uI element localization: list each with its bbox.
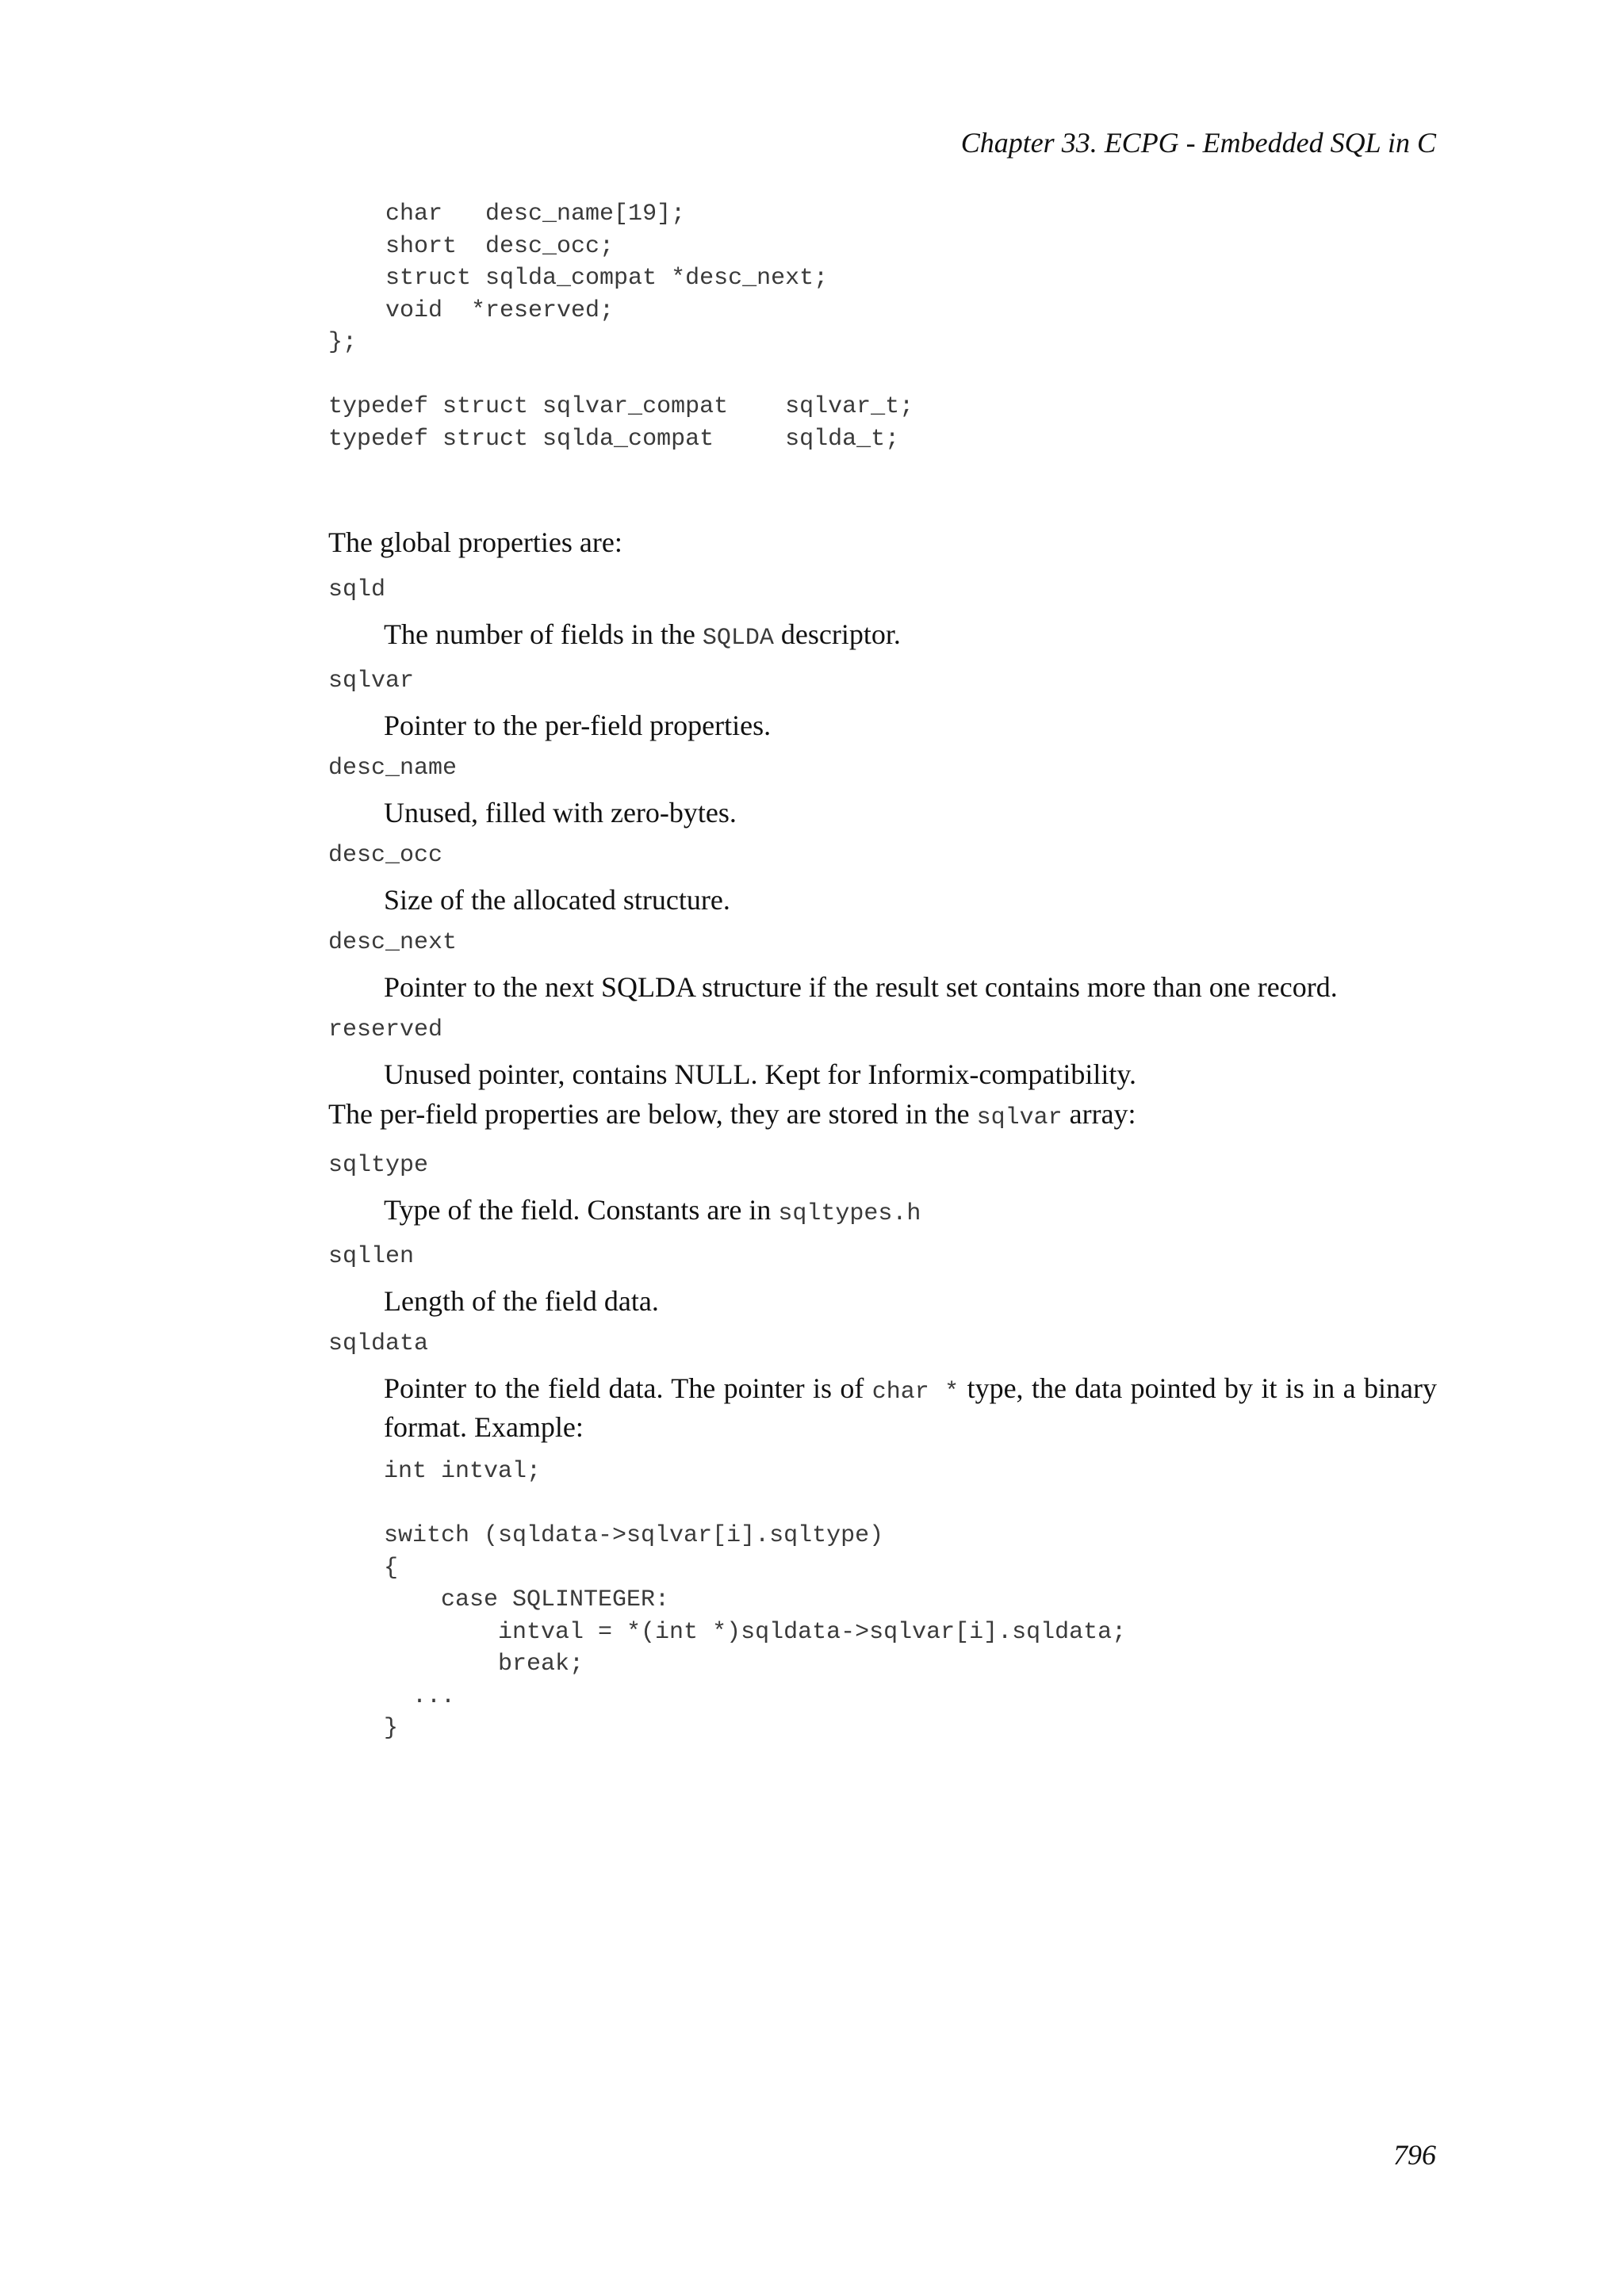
definition-sqltype bbox=[384, 1192, 1438, 1231]
term-sqlvar: sqlvar bbox=[328, 668, 415, 695]
definition-text: Type of the field. Constants are in bbox=[384, 1194, 779, 1226]
definition-text: descriptor. bbox=[773, 618, 901, 650]
definition-desc-occ: Size of the allocated structure. bbox=[384, 884, 730, 916]
definition-text: Pointer to the field data. The pointer is of bbox=[384, 1372, 872, 1404]
global-properties-intro: The global properties are: bbox=[328, 526, 622, 558]
definition-sqlvar: Pointer to the per-field properties. bbox=[384, 710, 772, 741]
intro-text: array: bbox=[1062, 1098, 1136, 1130]
perfield-properties-intro bbox=[328, 1096, 1438, 1135]
inline-code: sqlvar bbox=[976, 1104, 1063, 1131]
perfield-properties-list bbox=[328, 1150, 1438, 1745]
term-sqldata: sqldata bbox=[328, 1330, 429, 1357]
definition-text: The number of fields in the bbox=[384, 618, 703, 650]
page-content bbox=[328, 198, 1438, 1745]
global-properties-list bbox=[328, 574, 1438, 1092]
inline-code: char * bbox=[871, 1379, 959, 1406]
definition-reserved: Unused pointer, contains NULL. Kept for Informix-compatibility. bbox=[384, 1058, 1137, 1090]
term-desc-next: desc_next bbox=[328, 929, 458, 956]
inline-code: SQLDA bbox=[702, 625, 774, 652]
intro-text: The per-field properties are below, they are stored in the bbox=[328, 1098, 977, 1130]
definition-sqllen: Length of the field data. bbox=[384, 1285, 659, 1317]
term-desc-occ: desc_occ bbox=[328, 842, 443, 869]
term-desc-name: desc_name bbox=[328, 755, 458, 782]
sqldata-example-code-block: int intval; switch (sqldata->sqlvar[i].sqltype) { case SQLINTEGER: intval = *(int *)sqldata->sqlvar[i].sqldata; break; ... } bbox=[384, 1458, 1127, 1742]
term-sqld: sqld bbox=[328, 576, 386, 603]
definition-text: type, the data pointed by it is in a binary format. Example: bbox=[384, 1372, 1437, 1443]
running-header: Chapter 33. ECPG - Embedded SQL in C bbox=[960, 127, 1436, 159]
struct-code-block: char desc_name[19]; short desc_occ; struct sqlda_compat *desc_next; void *reserved; }; typedef struct sqlvar_compat sqlvar_t; typedef struct sqlda_compat sqlda_t; bbox=[328, 201, 914, 453]
definition-sqld bbox=[384, 617, 1438, 656]
term-sqllen: sqllen bbox=[328, 1243, 415, 1270]
term-reserved: reserved bbox=[328, 1016, 443, 1043]
definition-desc-name: Unused, filled with zero-bytes. bbox=[384, 797, 737, 828]
definition-desc-next: Pointer to the next SQLDA structure if the result set contains more than one record. bbox=[384, 971, 1338, 1003]
inline-code: sqltypes.h bbox=[778, 1200, 921, 1227]
definition-sqldata bbox=[384, 1371, 1437, 1445]
page-number: 796 bbox=[1393, 2139, 1436, 2171]
term-sqltype: sqltype bbox=[328, 1152, 429, 1179]
